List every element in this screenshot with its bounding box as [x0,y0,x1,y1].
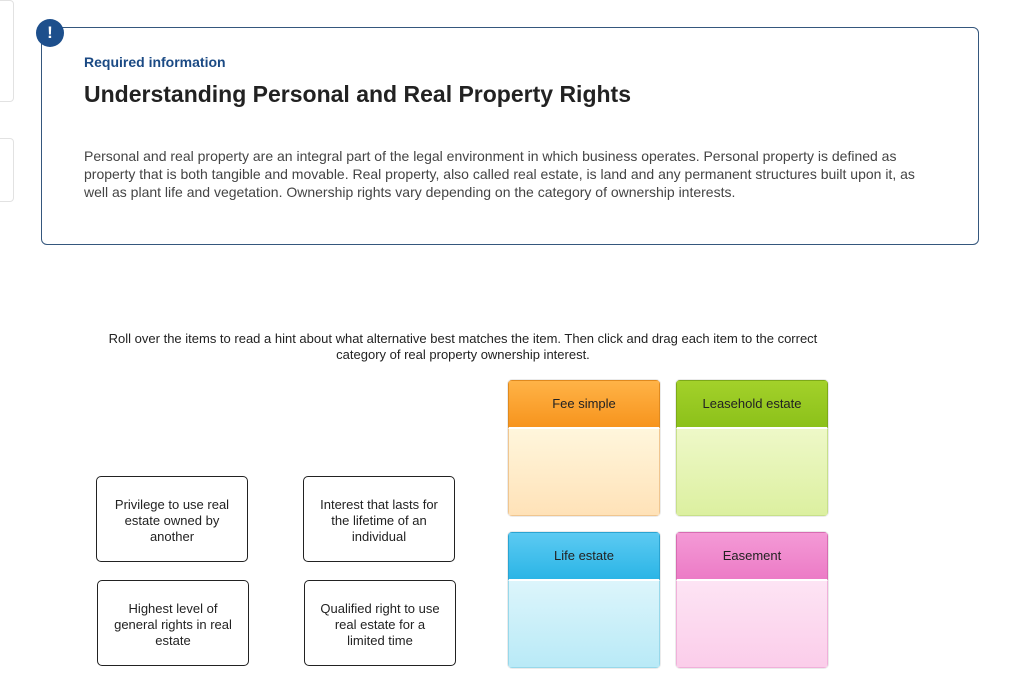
drag-item-qualified-right[interactable] [304,580,456,666]
activity-instructions: Roll over the items to read a hint about what alternative best matches the item. Then click and drag each item to the correct category of real property ownership interest. [108,331,818,362]
category-easement [676,532,828,668]
drag-item-label: Qualified right to use real estate for a limited time [320,601,440,648]
drag-item-label: Privilege to use real estate owned by another [114,497,230,544]
drag-item-label: Highest level of general rights in real estate [114,601,232,648]
category-life-estate [508,532,660,668]
category-header: Life estate [508,532,660,581]
category-fee-simple [508,380,660,516]
drag-item-highest-rights[interactable] [97,580,249,666]
drop-zone-fee-simple[interactable] [508,429,660,516]
page-title: Understanding Personal and Real Property Rights [84,81,631,107]
side-panel-stub[interactable] [0,0,14,102]
drop-zone-life-estate[interactable] [508,581,660,668]
category-leasehold-estate [676,380,828,516]
side-panel-stub[interactable] [0,138,14,202]
drag-item-label: Interest that lasts for the lifetime of an individual [320,497,438,544]
alert-icon: ! [36,19,64,47]
required-information-label: Required information [84,54,226,70]
required-information-box [41,27,979,245]
category-header: Leasehold estate [676,380,828,429]
drag-item-privilege[interactable] [96,476,248,562]
category-header: Fee simple [508,380,660,429]
drop-zone-easement[interactable] [676,581,828,668]
drop-zone-leasehold-estate[interactable] [676,429,828,516]
category-header: Easement [676,532,828,581]
intro-paragraph: Personal and real property are an integral part of the legal environment in which business operates. Personal property is defined as property that is both tangible and movable. Real property, also called real estate, is land and any permanent structures built upon it, as well as plant life and vegetation. Ownership rights vary depending on the category of ownership interests. [84,148,915,200]
drag-item-lifetime-interest[interactable] [303,476,455,562]
